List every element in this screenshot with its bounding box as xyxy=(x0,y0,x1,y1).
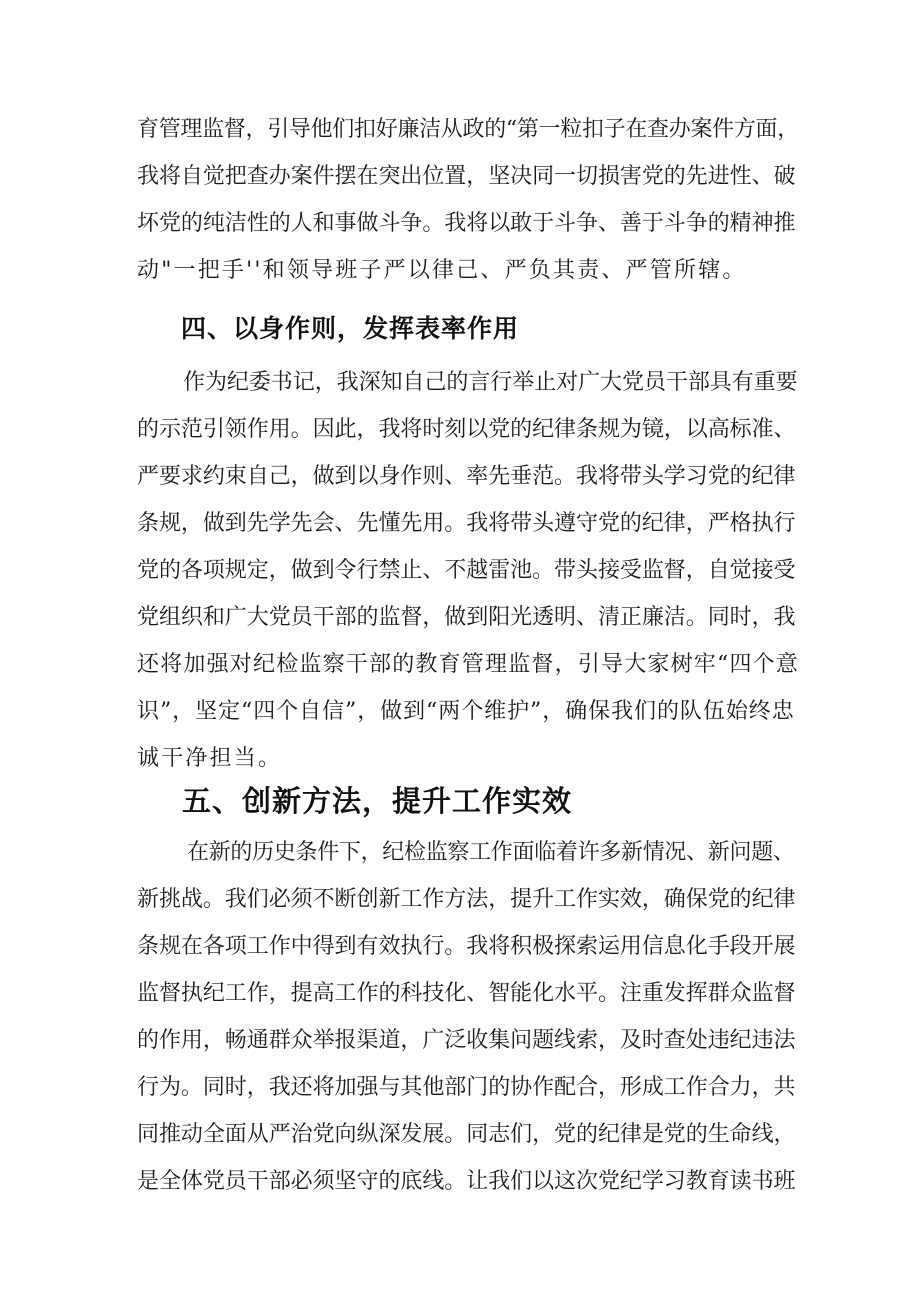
paragraph-line: 坏党的纯洁性的人和事做斗争。我将以敢于斗争、善于斗争的精神推 xyxy=(137,211,796,236)
paragraph-line: 识”，坚定“四个自信”，做到“两个维护”，确保我们的队伍始终忠 xyxy=(137,699,795,724)
paragraph-line: 诚干净担当。 xyxy=(137,746,283,771)
paragraph-line: 监督执纪工作，提高工作的科技化、智能化水平。注重发挥群众监督 xyxy=(137,981,796,1006)
paragraph-line: 还将加强对纪检监察干部的教育管理监督，引导大家树牢“四个意 xyxy=(137,652,800,677)
paragraph-line: 党组织和广大党员干部的监督，做到阳光透明、清正廉洁。同时，我 xyxy=(137,605,796,630)
paragraph-line: 动"一把手''和领导班子严以律己、严负其责、严管所辖。 xyxy=(137,258,747,283)
paragraph-line: 育管理监督，引导他们扣好廉洁从政的“第一粒扣子在查办案件方面， xyxy=(137,117,799,142)
paragraph-line: 条规，做到先学先会、先懂先用。我将带头遵守党的纪律，严格执行 xyxy=(137,511,796,536)
paragraph-line: 作为纪委书记，我深知自己的言行举止对广大党员干部具有重要 xyxy=(183,370,798,395)
section-heading-4: 四、以身作则，发挥表率作用 xyxy=(181,314,520,343)
paragraph-line: 是全体党员干部必须坚守的底线。让我们以这次党纪学习教育读书班 xyxy=(137,1169,796,1194)
paragraph-line: 党的各项规定，做到令行禁止、不越雷池。带头接受监督，自觉接受 xyxy=(137,558,796,583)
paragraph-line: 行为。同时，我还将加强与其他部门的协作配合，形成工作合力，共 xyxy=(137,1075,796,1100)
paragraph-line: 的作用，畅通群众举报渠道，广泛收集问题线索，及时查处违纪违法 xyxy=(137,1028,796,1053)
paragraph-line: 条规在各项工作中得到有效执行。我将积极探索运用信息化手段开展 xyxy=(137,934,796,959)
paragraph-line: 新挑战。我们必须不断创新工作方法，提升工作实效，确保党的纪律 xyxy=(137,887,796,912)
paragraph-line: 严要求约束自己，做到以身作则、率先垂范。我将带头学习党的纪律 xyxy=(137,464,796,489)
paragraph-line: 同推动全面从严治党向纵深发展。同志们，党的纪律是党的生命线， xyxy=(137,1122,796,1147)
paragraph-line: 我将自觉把查办案件摆在突出位置，坚决同一切损害党的先进性、破 xyxy=(137,164,796,189)
section-heading-5: 五、创新方法，提升工作实效 xyxy=(182,784,573,818)
paragraph-line: 的示范引领作用。因此，我将时刻以党的纪律条规为镜，以高标准、 xyxy=(137,417,796,442)
paragraph-line: 在新的历史条件下，纪检监察工作面临着许多新情况、新问题、 xyxy=(187,840,795,865)
